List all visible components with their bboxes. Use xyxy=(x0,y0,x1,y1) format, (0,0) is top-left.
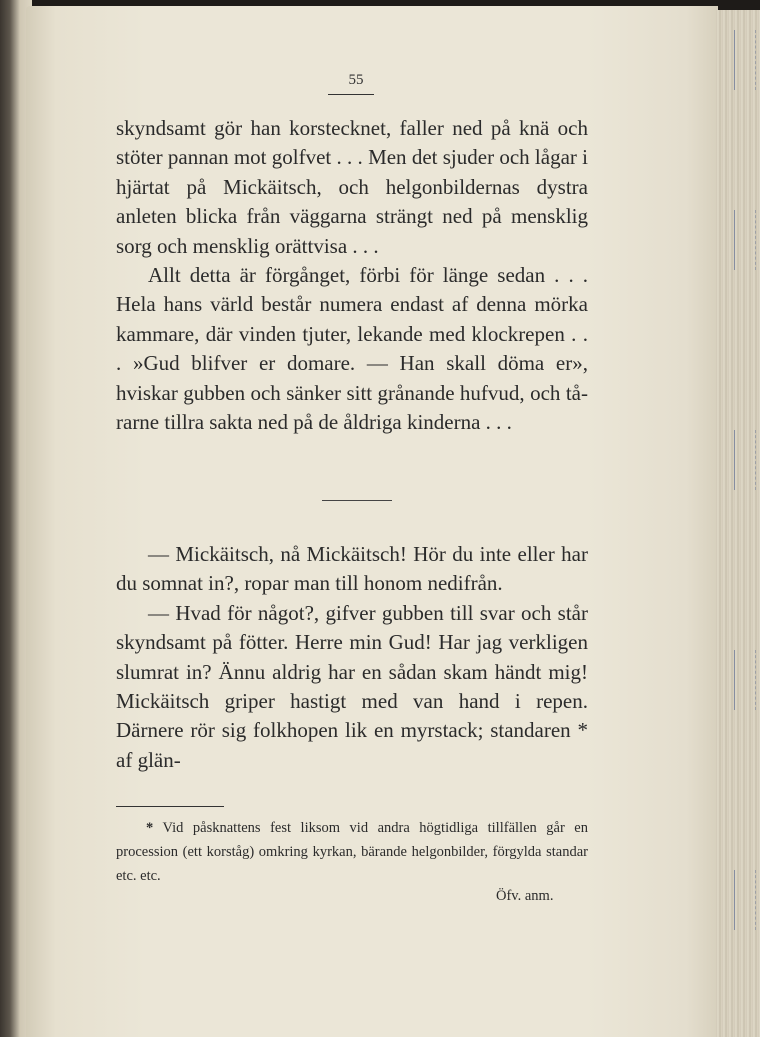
section-divider xyxy=(322,500,392,501)
footnote-text: Vid påsknattens fest liksom vid andra högtidliga tillfällen går en procession (ett korståg) omkring kyrkan, bärande helgonbilder, förgylda standar etc. etc. xyxy=(116,820,588,884)
footnote-divider xyxy=(116,806,224,807)
page-number: 55 xyxy=(348,72,364,88)
margin-annotation xyxy=(734,210,756,270)
footnote xyxy=(116,816,588,888)
margin-annotation xyxy=(734,430,756,490)
text-block-top xyxy=(116,114,588,437)
margin-annotation xyxy=(734,650,756,710)
paragraph: Allt detta är förgånget, förbi för länge sedan . . . Hela hans värld består numera endast af denna mörka kammare, där vinden tjuter, lekande med klockrepen . . . »Gud blifver er domare. — Han skall döma er», hviskar gubben och sänker sitt grånande hufvud, och tårarne tillra sakta ned på de åldriga kinderna . . . xyxy=(116,263,588,435)
paragraph: — Mickäitsch, nå Mickäitsch! Hör du inte eller har du somnat in?, ropar man till honom nedifrån. xyxy=(116,542,588,596)
paragraph: — Hvad för något?, gifver gubben till svar och står skyndsamt på fötter. Herre min Gud! Har jag verkligen slumrat in? Ännu aldrig har en sådan skam händt mig! Mickäitsch griper hastigt med van hand i repen. Därnere rör sig folkhopen lik en myrstack; standaren * af glän- xyxy=(116,600,588,772)
footnote-marker: * xyxy=(146,820,154,836)
footnote-signature: Öfv. anm. xyxy=(496,888,554,904)
footnote-text-line xyxy=(116,816,588,888)
page-number-rule xyxy=(328,94,374,95)
margin-annotation xyxy=(734,30,756,90)
page-edges xyxy=(716,10,760,1037)
paragraph: skyndsamt gör han korstecknet, faller ned på knä och stöter pannan mot golfvet . . . Men det sjuder och lågar i hjärtat på Mickäitsch, och helgonbildernas dystra anleten blicka från väggarna strängt ned på mensklig sorg och mensklig orättvisa . . . xyxy=(116,116,588,258)
margin-annotation xyxy=(734,870,756,930)
text-block-bottom xyxy=(116,540,588,775)
